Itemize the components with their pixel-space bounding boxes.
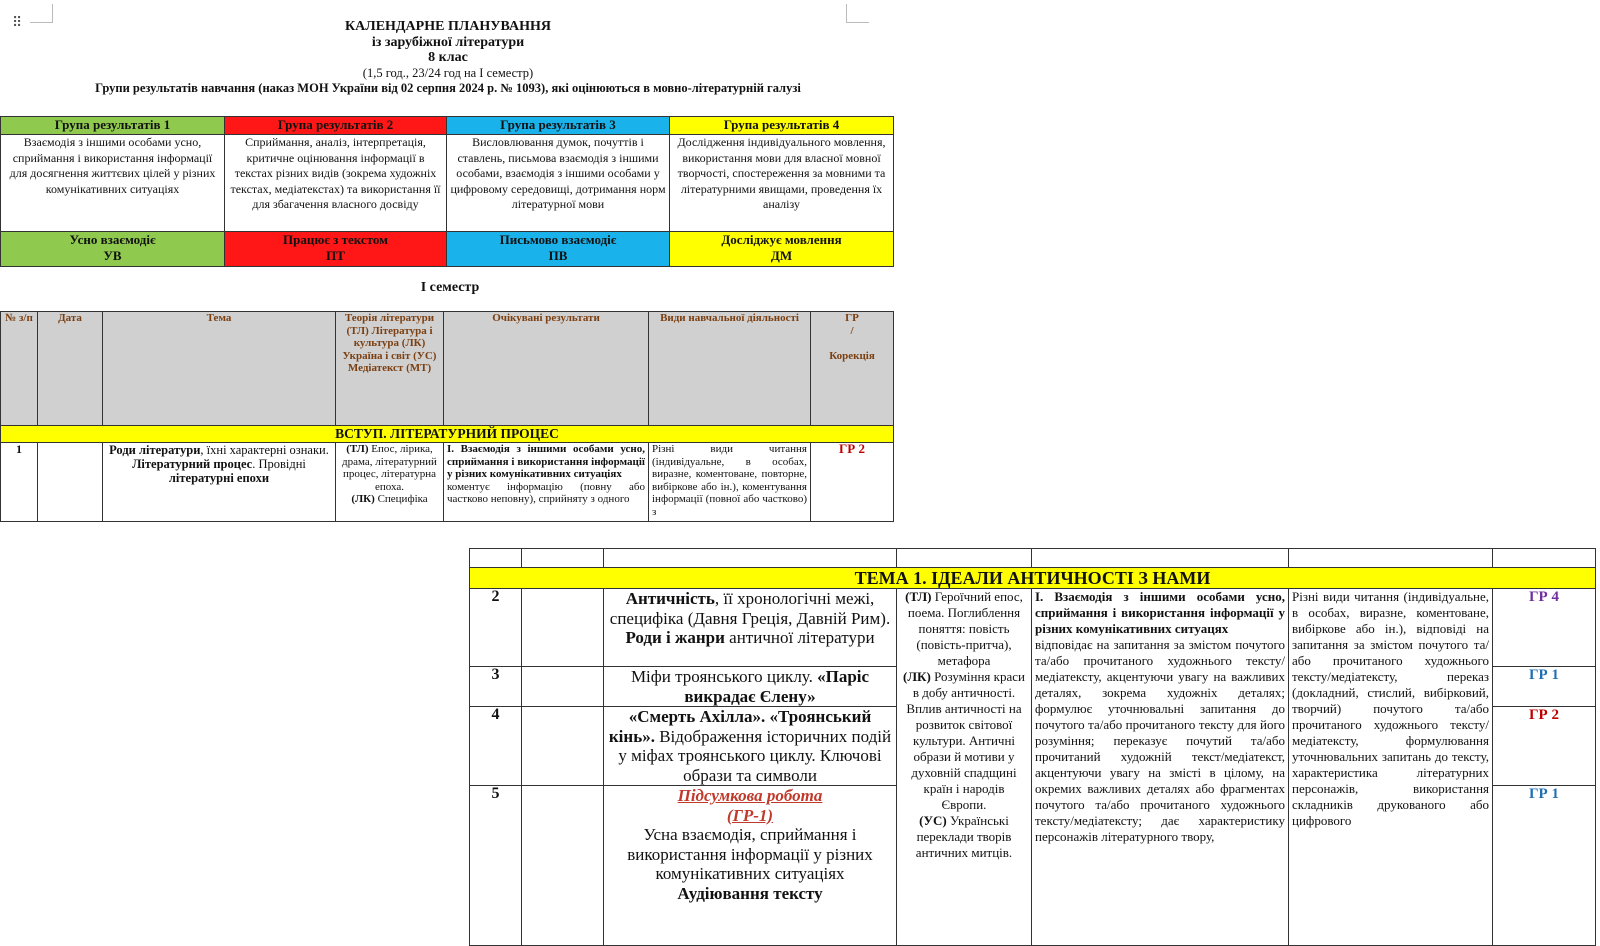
title-main: КАЛЕНДАРНЕ ПЛАНУВАННЯ [345, 19, 551, 34]
group-4-header: Група результатів 4 [670, 117, 894, 135]
row-theory: (ТЛ) Епос, лірика, драма, літературний процес, літературна епоха. (ЛК) Специфіка [336, 443, 444, 522]
row-results: I. Взаємодія з іншими особами усно, сприймання і використання інформації у різних комунікативних ситуаціях коментує інформацію (повну або частково неповну), сприйняту з одного [444, 443, 649, 522]
hours-note: (1,5 год., 23/24 год на I семестр) [362, 65, 534, 80]
row-activities: Різні види читання (індивідуальне, в особах, виразне, коментоване, повторне, вибіркове або ін.), коментування інформації (повної або частково) з [649, 443, 811, 522]
row-date [522, 667, 604, 707]
col-header-date: Дата [38, 312, 103, 426]
section-title-theme1: ТЕМА 1. ІДЕАЛИ АНТИЧНОСТІ З НАМИ [470, 568, 1596, 589]
title-grade: 8 клас [428, 50, 468, 65]
row-date [38, 443, 103, 522]
row-topic: Міфи троянського циклу. «Паріс викрадає Єлену» [604, 667, 897, 707]
group-4-code: Досліджує мовлення ДМ [670, 232, 894, 267]
row-gr-badge: ГР 1 [1493, 667, 1596, 707]
group-2-code: Працює з текстом ПТ [225, 232, 447, 267]
row-num: 5 [470, 786, 522, 946]
section-row-intro [1, 426, 894, 443]
theme-theory: (ТЛ) Героїчний епос, поема. Поглиблення поняття: повість (повість-притча), метафора (ЛК) Розуміння краси в добу античності. Вплив античності на розвиток світової культури. Античні образи й мотиви у духовній спадщині країн і народів Європи. (УС) Українські переклади творів античних митців. [897, 589, 1032, 946]
row-topic: Роди літератури, їхні характерні ознаки. Літературний процес. Провідні літературні епохи [103, 443, 336, 522]
document-header [0, 15, 896, 96]
row-topic: «Смерть Ахілла». «Троянський кінь». Відображення історичних подій у міфах троянського циклу. Ключові образи та символи [604, 707, 897, 786]
col-header-theory: Теорія літератури (ТЛ) Література і культура (ЛК) Україна і світ (УС) Медіатекст (МТ) [336, 312, 444, 426]
col-header-num: № з/п [1, 312, 38, 426]
section-row-theme1 [470, 568, 1596, 589]
row-topic: Підсумкова робота (ГР-1) Усна взаємодія, сприймання і використання інформації у різних комунікативних ситуаціях Аудіювання тексту [604, 786, 897, 946]
group-4-description: Дослідження індивідуального мовлення, використання мови для власної мовної творчості, спостереження за мовними та літературними явищами, проведення їх аналізу [670, 135, 894, 232]
row-num: 4 [470, 707, 522, 786]
title-subject: із зарубіжної літератури [371, 34, 525, 50]
calendar-plan-table-continued [469, 548, 1596, 946]
row-date [522, 707, 604, 786]
theme-activities: Різні види читання (індивідуальне, в особах, виразне, коментоване, вибіркове або ін.), відповіді на запитання за змістом почутого та/або прочитаного художнього тексту/медіатексту, переказ (докладний, стислий, вибірковий, творчий) почутого та/або прочитаного художнього тексту/медіатексту, формулювання уточнювальних запитань до тексту, характеристика літературних персонажів, використання складників друкованого або цифрового [1289, 589, 1493, 946]
col-header-topic: Тема [103, 312, 336, 426]
group-2-header: Група результатів 2 [225, 117, 447, 135]
group-1-code: Усно взаємодіє УВ [1, 232, 225, 267]
group-1-header: Група результатів 1 [1, 117, 225, 135]
row-date [522, 786, 604, 946]
col-header-results: Очікувані результати [444, 312, 649, 426]
row-gr-badge: ГР 4 [1493, 589, 1596, 667]
drag-handle-icon[interactable]: ⠿ [12, 15, 24, 31]
row-gr-badge: ГР 1 [1493, 786, 1596, 946]
group-3-header: Група результатів 3 [447, 117, 670, 135]
table-header-row [1, 312, 894, 426]
row-gr-badge: ГР 2 [811, 443, 894, 522]
table-top-row [470, 549, 1596, 568]
row-num: 2 [470, 589, 522, 667]
row-date [522, 589, 604, 667]
semester-heading: I семестр [420, 280, 480, 295]
row-num: 3 [470, 667, 522, 707]
group-2-description: Сприймання, аналіз, інтерпретація, критичне оцінювання інформації в текстах різних видів (зокрема художніх текстах, медіатекстах) та використання її для збагачення власного досвіду [225, 135, 447, 232]
row-gr-badge: ГР 2 [1493, 707, 1596, 786]
col-header-activities: Види навчальної діяльності [649, 312, 811, 426]
row-topic: Античність, її хронологічні межі, специфіка (Давня Греція, Давній Рим). Роди і жанри античної літератури [604, 589, 897, 667]
table-row [470, 589, 1596, 667]
group-1-description: Взаємодія з іншими особами усно, сприймання і використання інформації для досягнення життєвих цілей у різних комунікативних ситуаціях [1, 135, 225, 232]
row-num: 1 [1, 443, 38, 522]
group-3-description: Висловлювання думок, почуттів і ставлень, письмова взаємодія з іншими особами, взаємодія з іншими особами у цифровому середовищі, дотримання норм літературної мови [447, 135, 670, 232]
col-header-gr: ГР / Корекція [811, 312, 894, 426]
result-groups-table [0, 116, 894, 267]
group-3-code: Письмово взаємодіє ПВ [447, 232, 670, 267]
section-title-intro: ВСТУП. ЛІТЕРАТУРНИЙ ПРОЦЕС [1, 426, 894, 443]
theme-results: I. Взаємодія з іншими особами усно, сприймання і використання інформації у різних комунікативних ситуацях відповідає на запитання за змістом почутого та/або прочитаного художнього тексту/медіатексту, акцентуючи увагу на важливих деталях, зокрема художніх деталях; формулює уточнювальні запитання до почутого та/або прочитаного тексту для його розуміння; переказує почутий та/або прочитаний художній текст/медіатекст, акцентуючи увагу на змісті в цілому, на окремих важливих деталях або фрагментах почутого та/або прочитаного художнього тексту/медіатексту; дає характеристику персонажів літературного твору, [1032, 589, 1289, 946]
table-row [1, 443, 894, 522]
groups-title: Групи результатів навчання (наказ МОН України від 02 серпня 2024 р. № 1093), які оцінюються в мовно-літературній галузі [95, 80, 801, 95]
calendar-plan-table [0, 311, 894, 522]
